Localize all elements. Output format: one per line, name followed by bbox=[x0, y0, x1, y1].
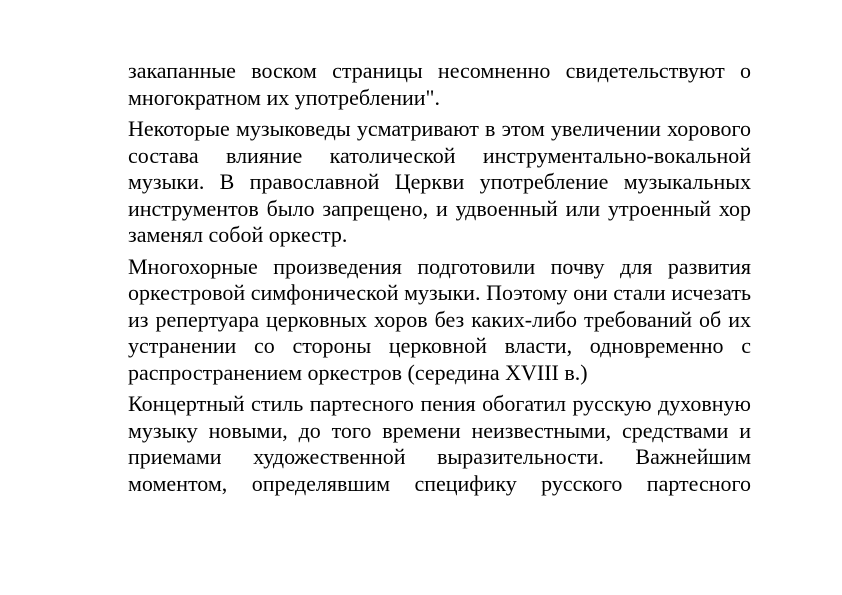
paragraph-4: Концертный стиль партесного пения обогатил русскую духовную музыку новыми, до того времени неизвестными, средствами и приемами художественной выразительности. Важнейшим моментом, определявшим специфику русского партесного bbox=[128, 391, 751, 496]
paragraph-1: закапанные воском страницы несомненно свидетельствуют о многократном их употреблении". bbox=[128, 58, 751, 110]
paragraph-2: Некоторые музыковеды усматривают в этом увеличении хорового состава влияние католической инструментально-вокальной музыки. В православной Церкви употребление музыкальных инструментов было запрещено, и удвоенный или утроенный хор заменял собой оркестр. bbox=[128, 116, 751, 247]
document-body bbox=[128, 58, 751, 502]
paragraph-3: Многохорные произведения подготовили почву для развития оркестровой симфонической музыки. Поэтому они стали исчезать из репертуара церковных хоров без каких-либо требований об их устранении со стороны церковной власти, одновременно с распространением оркестров (середина XVIII в.) bbox=[128, 253, 751, 385]
